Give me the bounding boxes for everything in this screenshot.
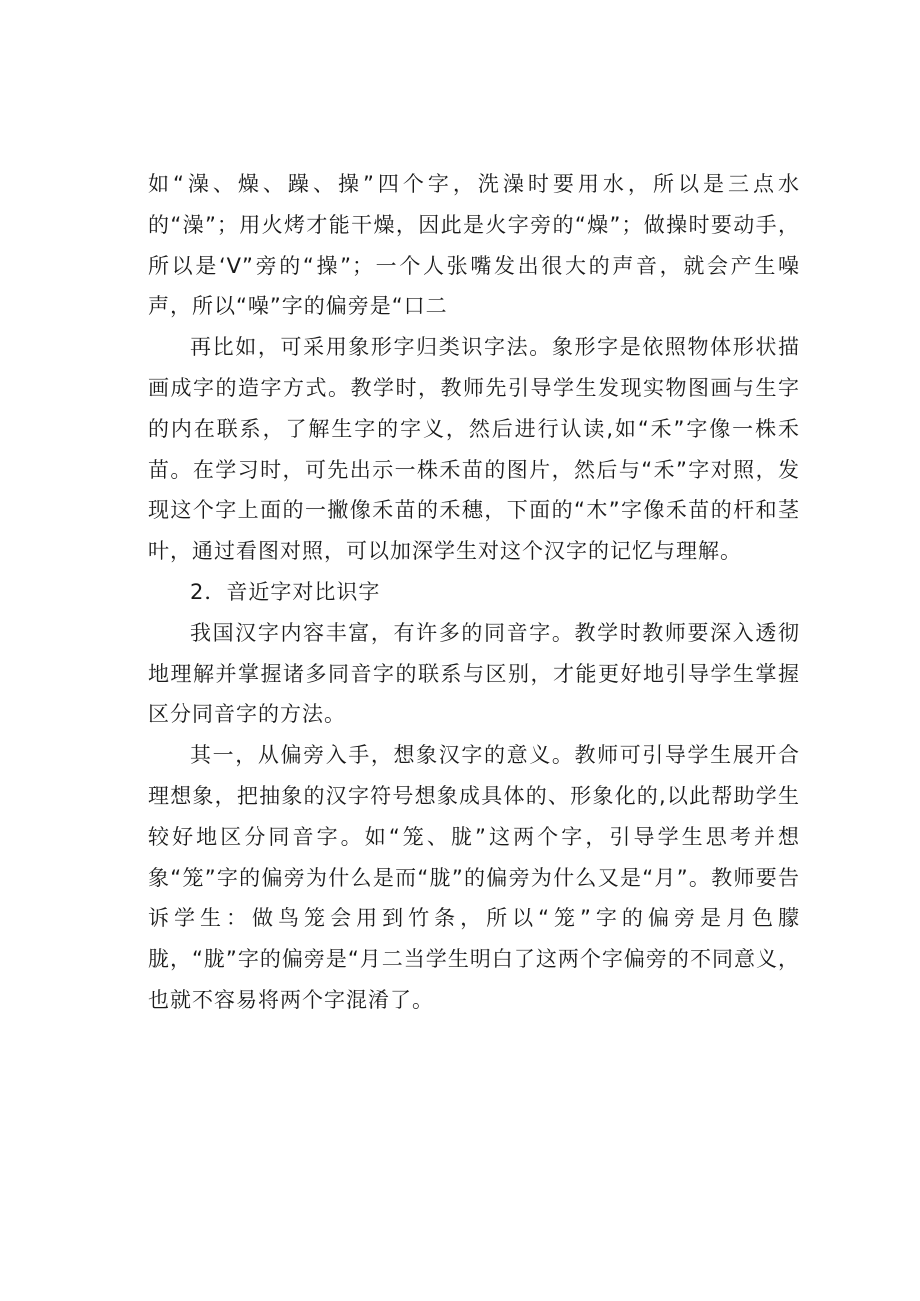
section-heading: 2．音近字对比识字 — [190, 579, 381, 604]
paragraph-pictograph-method: 再比如，可采用象形字归类识字法。象形字是依照物体形状描画成字的造字方式。教学时，教师先引导学生发现实物图画与生字的内在联系，了解生字的字义，然后进行认读,如“禾”字像一株禾苗。在学习时，可先出示一株禾苗的图片，然后与“禾”字对照，发现这个字上面的一撇像禾苗的禾穗，下面的“木”字像禾苗的杆和茎叶，通过看图对照，可以加深学生对这个汉字的记忆与理解。 — [148, 335, 800, 564]
paragraph-radical-method: 其一，从偏旁入手，想象汉字的意义。教师可引导学生展开合理想象，把抽象的汉字符号想象成具体的、形象化的,以此帮助学生较好地区分同音字。如“笼、胧”这两个字，引导学生思考并想象“笼”字的偏旁为什么是而“胧”的偏旁为什么又是“月”。教师要告诉学生：做鸟笼会用到竹条，所以“笼”字的偏旁是月色朦胧，“胧”字的偏旁是“月二当学生明白了这两个字偏旁的不同意义，也就不容易将两个字混淆了。 — [148, 743, 800, 1012]
paragraph-homophones: 我国汉字内容丰富，有许多的同音字。教学时教师要深入透彻地理解并掌握诸多同音字的联系与区别，才能更好地引导学生掌握区分同音字的方法。 — [148, 620, 800, 727]
body-text — [148, 164, 800, 1021]
paragraph-continuation: 如“澡、燥、躁、操”四个字，洗澡时要用水，所以是三点水的“澡”；用火烤才能干燥，因此是火字旁的“燥”；做操时要动手，所以是‘V”旁的“操”；一个人张嘴发出很大的声音，就会产生噪声，所以“噪”字的偏旁是“口二 — [148, 172, 800, 319]
